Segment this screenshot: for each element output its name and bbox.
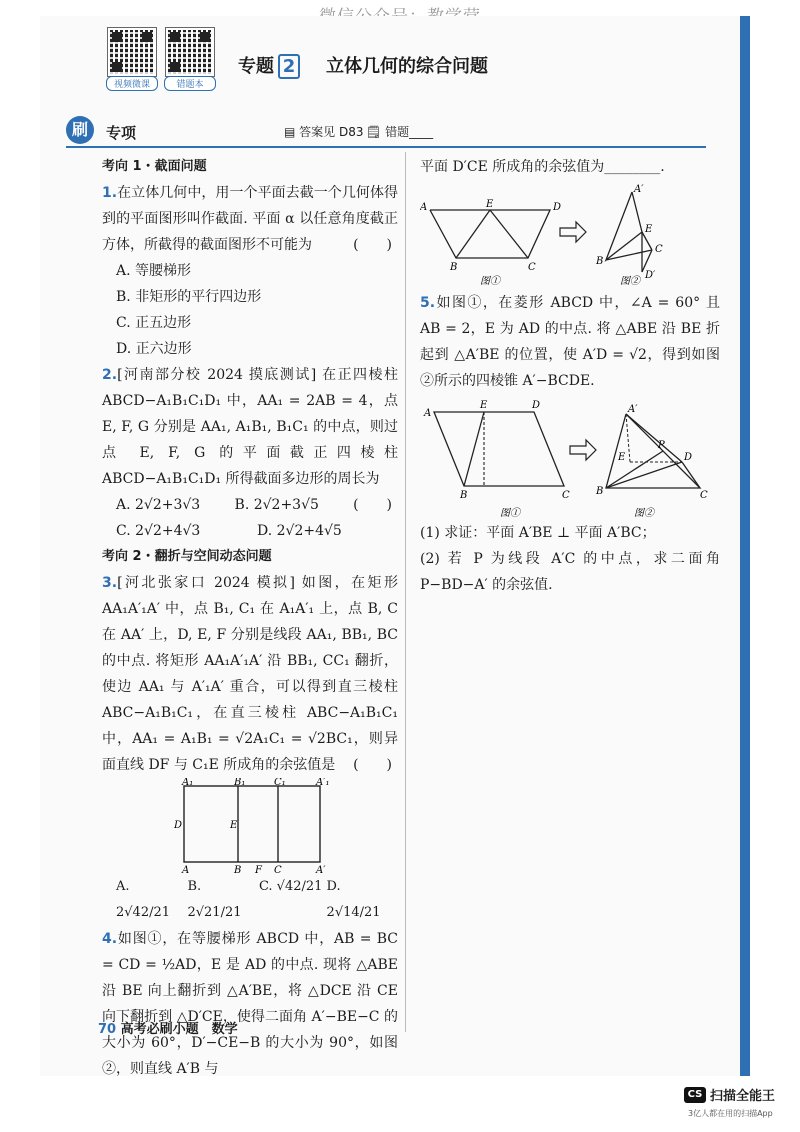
fig-label: B [234, 865, 242, 874]
q2-options-row1: A. 2√2+3√3 B. 2√2+3√5 [116, 497, 319, 513]
q2-options-row2: C. 2√2+4√3 D. 2√2+4√5 [116, 523, 342, 539]
svg-text:C: C [528, 262, 536, 273]
svg-text:图①: 图① [500, 508, 520, 519]
q1-option-a: A. 等腰梯形 [116, 263, 192, 279]
svg-text:B: B [596, 256, 604, 267]
question-2: 2.[河南部分校 2024 摸底测试] 在正四棱柱 ABCD−A₁B₁C₁D₁ 中，AA₁ = 2AB = 4，点 E, F, G 分别是 AA₁, A₁B₁, B₁C₁ 的中点，则过点 E, F, G 的平面截正四棱柱 ABCD−A₁B₁C₁D₁ 所得截面多边形的周长为 ( ) [102, 367, 398, 513]
svg-text:D′: D′ [645, 270, 656, 281]
page-footer [98, 1018, 238, 1037]
column-divider [405, 152, 406, 1032]
heading-cross-section: 考向 1・截面问题 [102, 159, 207, 174]
fig-label: D [174, 820, 183, 831]
scanner-name: 扫描全能王 [710, 1089, 776, 1104]
fig-label: A′ [316, 865, 326, 874]
svg-text:D: D [553, 202, 562, 213]
svg-text:E: E [486, 199, 494, 210]
title-prefix: 专题 [238, 56, 274, 77]
svg-text:C: C [655, 244, 663, 255]
scanner-tagline: 3亿人都在用的扫描App [688, 1109, 773, 1118]
svg-text:B: B [460, 490, 468, 501]
qr-label-video: 视频微课 [106, 76, 158, 91]
page-title [238, 52, 488, 79]
q3-options: A. 2√42/21 B. 2√21/21 C. √42/21 D. 2√14/21 [116, 879, 381, 920]
svg-text:A: A [424, 408, 432, 419]
book-title: 高考必刷小题 数学 [120, 1022, 238, 1037]
svg-text:B: B [450, 262, 458, 273]
svg-text:图②: 图② [634, 508, 654, 519]
svg-text:A: A [420, 202, 428, 213]
fig-label: A₁ [182, 778, 194, 788]
section-badge: 刷 [66, 116, 94, 144]
fig-label: A [182, 865, 190, 874]
q1-option-c: C. 正五边形 [116, 315, 192, 331]
answer-reference: ▤ 答案见 D83 [284, 125, 364, 139]
question-4: 4.如图①，在等腰梯形 ABCD 中，AB = BC = CD = ½AD，E 是 AD 的中点. 现将 △ABE 沿 BE 向上翻折到 △A′BE，将 △DCE 沿 CE 向下翻折到 △D′CE，使得二面角 A′−BE−C 的大小为 60°，D′−CE−B 的大小为 90°，如图②，则直线 A′B 与 [102, 931, 398, 1077]
svg-text:E: E [645, 224, 653, 235]
svg-text:D: D [684, 452, 693, 463]
fig-label: C₁ [274, 778, 286, 788]
svg-text:E: E [618, 452, 626, 463]
fig-label: E [230, 820, 238, 831]
svg-text:A′: A′ [634, 184, 644, 195]
qr-code-wrongbook[interactable] [166, 28, 214, 76]
svg-text:D: D [532, 400, 541, 411]
question-4-continued: 平面 D′CE 所成角的余弦值为________. [420, 159, 665, 175]
wrong-reference: 🗒 错题____ [366, 125, 434, 139]
fig-label: B₁ [234, 778, 246, 788]
question-3: 3.[河北张家口 2024 模拟] 如图，在矩形 AA₁A′₁A′ 中，点 B₁, C₁ 在 A₁A′₁ 上，点 B, C 在 AA′ 上，D, E, F 分别是线段 AA₁, BB₁, BC 的中点. 将矩形 AA₁A′₁A′ 沿 BB₁, CC₁ 翻折，使边 AA₁ 与 A′₁A′ 重合，可以得到直三棱柱 ABC−A₁B₁C₁，在直三棱柱 ABC−A₁B₁C₁ 中，AA₁ = A₁B₁ = √2A₁C₁ = √2BC₁，则异面直线 DF 与 C₁E 所成角的余弦值是 ( ) [102, 575, 398, 773]
left-column [102, 154, 398, 1082]
question-5: 5.如图①，在菱形 ABCD 中，∠A = 60° 且 AB = 2，E 为 AD 的中点. 将 △ABE 沿 BE 折起到 △A′BE 的位置，使 A′D = √2，得到如图②所示的四棱锥 A′−BCDE. [420, 295, 720, 389]
svg-text:图②: 图② [620, 276, 640, 287]
page-number: 70 [98, 1022, 117, 1037]
qr-label-wrongbook: 错题本 [164, 76, 216, 91]
heading-folding: 考向 2・翻折与空间动态问题 [102, 549, 272, 564]
title-number: 2 [278, 54, 300, 79]
q1-option-d: D. 正六边形 [116, 341, 192, 357]
fig-label: C [274, 865, 282, 874]
q5-part-2: (2) 若 P 为线段 A′C 的中点，求二面角 P−BD−A′ 的余弦值. [420, 551, 720, 593]
q5-part-1: (1) 求证：平面 A′BE ⊥ 平面 A′BC； [420, 525, 656, 541]
svg-text:E: E [480, 400, 488, 411]
right-column [420, 154, 720, 598]
svg-text:C: C [700, 490, 708, 501]
svg-text:C: C [562, 490, 570, 501]
scanner-logo-icon: CS [684, 1087, 706, 1103]
section-label: 专项 [106, 124, 137, 142]
title-main: 立体几何的综合问题 [326, 56, 488, 77]
svg-text:P: P [658, 440, 665, 451]
q3-figure [102, 778, 398, 874]
q4-figures [420, 180, 720, 290]
svg-text:A′: A′ [628, 404, 638, 415]
question-1: 1.在立体几何中，用一个平面去截一个几何体得到的平面图形叫作截面. 平面 α 以任意角度截正方体，所截得的截面图形不可能为 ( ) [102, 185, 398, 253]
section-bar [66, 120, 706, 148]
svg-text:图①: 图① [480, 276, 500, 287]
svg-text:B: B [596, 486, 604, 497]
q5-figures [420, 394, 720, 520]
fig-label: F [255, 865, 262, 874]
qr-code-video[interactable] [108, 28, 156, 76]
q1-option-b: B. 非矩形的平行四边形 [116, 289, 262, 305]
fig-label: A′₁ [316, 778, 330, 788]
